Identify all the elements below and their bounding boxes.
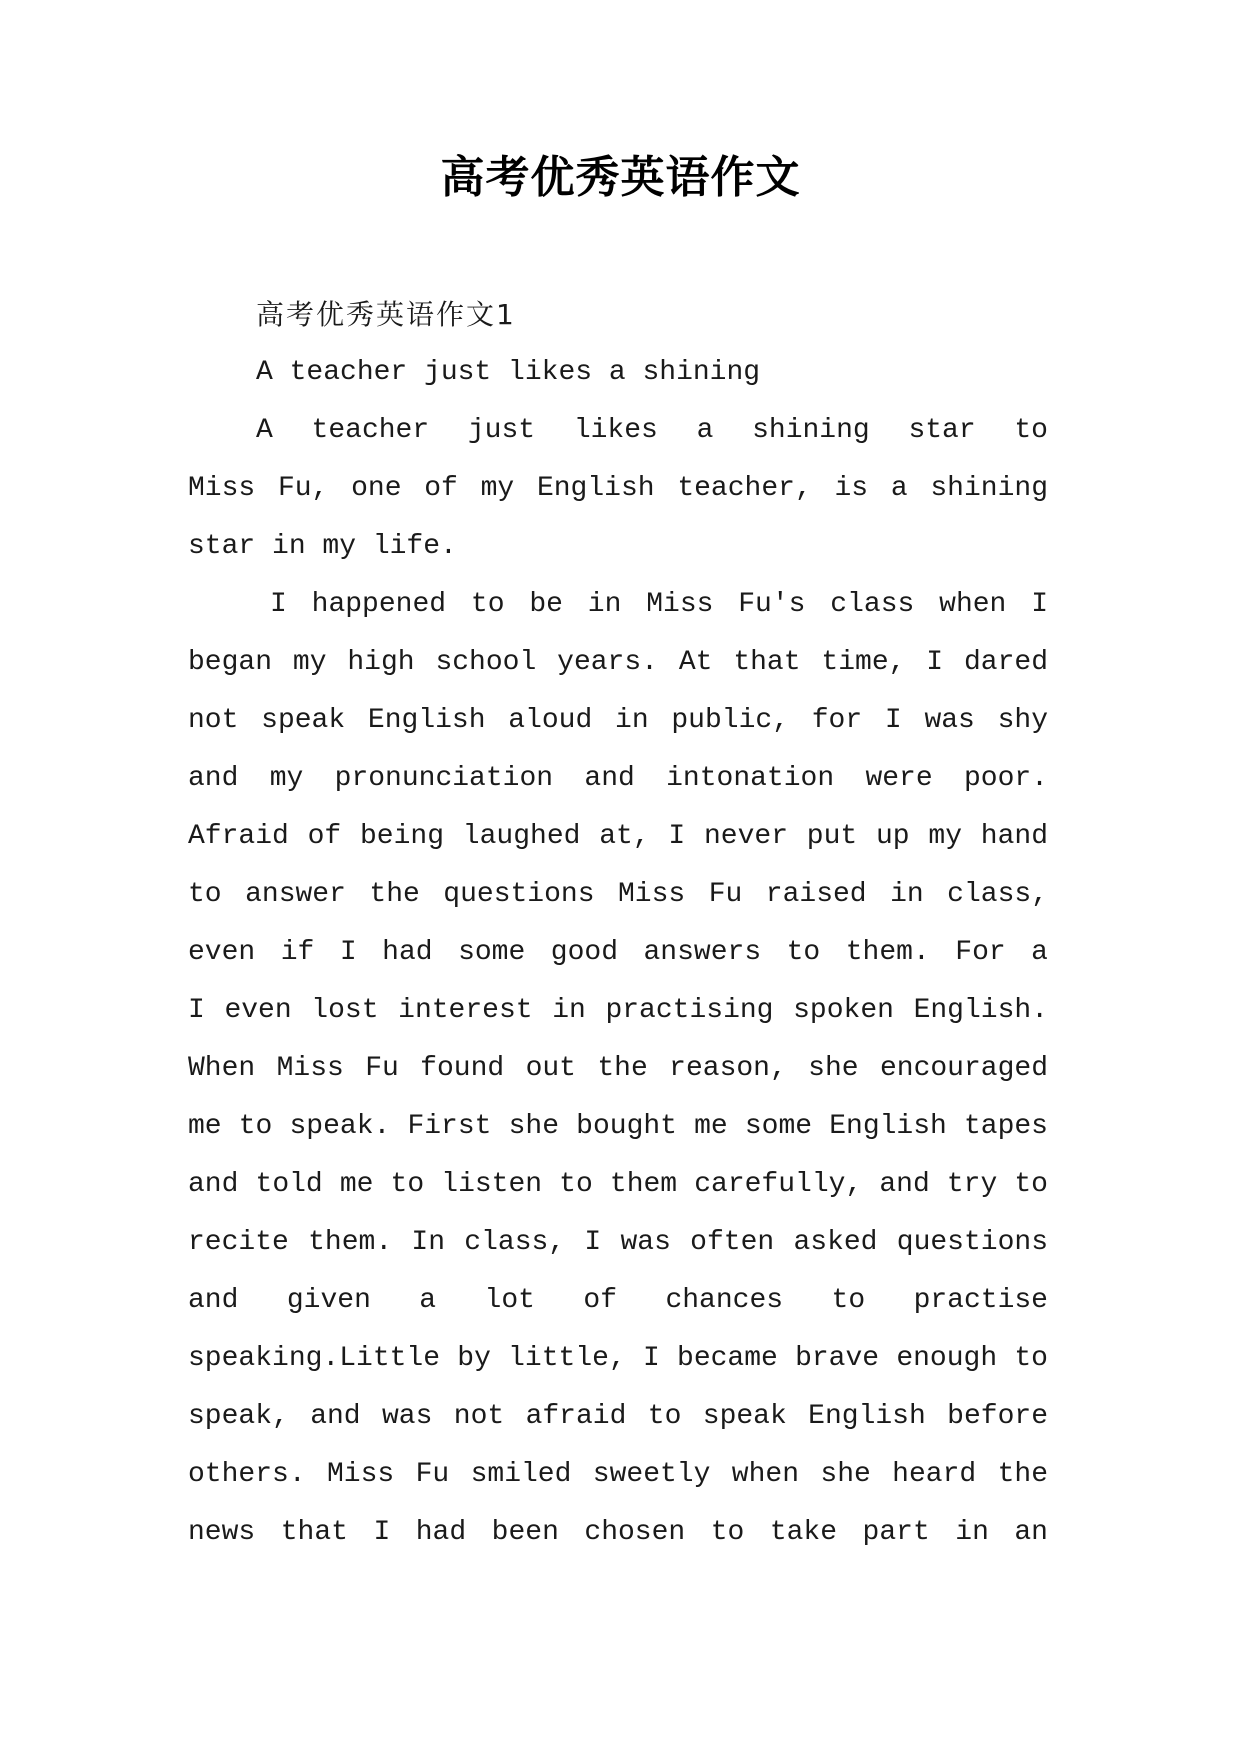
paragraph-line: and told me to listen to them carefully, and try to	[188, 1169, 1048, 1200]
paragraph-line: and given a lot of chances to practise	[188, 1285, 1048, 1316]
paragraph-line: Miss Fu, one of my English teacher, is a shining	[188, 473, 1048, 504]
document-body	[188, 286, 1048, 1562]
paragraph-line: Afraid of being laughed at, I never put up my hand	[188, 821, 1048, 852]
paragraph-line: When Miss Fu found out the reason, she encouraged	[188, 1053, 1048, 1084]
paragraph-line: to answer the questions Miss Fu raised in class,	[188, 879, 1048, 910]
paragraph-line: others. Miss Fu smiled sweetly when she heard the	[188, 1459, 1048, 1490]
paragraph-line: A teacher just likes a shining star to	[256, 415, 1048, 446]
paragraph-line: and my pronunciation and intonation were poor.	[188, 763, 1048, 794]
essay-title: A teacher just likes a shining	[256, 357, 761, 388]
paragraph-line: even if I had some good answers to them. For a	[188, 937, 1048, 968]
section-heading: 高考优秀英语作文1	[256, 298, 516, 331]
paragraph-line: star in my life.	[188, 531, 457, 562]
paragraph-line: speaking.Little by little, I became brave enough to	[188, 1343, 1048, 1374]
paragraph-line: not speak English aloud in public, for I was shy	[188, 705, 1048, 736]
paragraph-line: news that I had been chosen to take part in an	[188, 1517, 1048, 1548]
paragraph-line: I even lost interest in practising spoken English.	[188, 995, 1048, 1026]
paragraph-line: speak, and was not afraid to speak English before	[188, 1401, 1048, 1432]
paragraph-line: I happened to be in Miss Fu's class when I	[270, 589, 1048, 620]
paragraph-line: recite them. In class, I was often asked questions	[188, 1227, 1048, 1258]
paragraph-line: began my high school years. At that time, I dared	[188, 647, 1048, 678]
document-title: 高考优秀英语作文	[440, 152, 801, 203]
paragraph-line: me to speak. First she bought me some English tapes	[188, 1111, 1048, 1142]
